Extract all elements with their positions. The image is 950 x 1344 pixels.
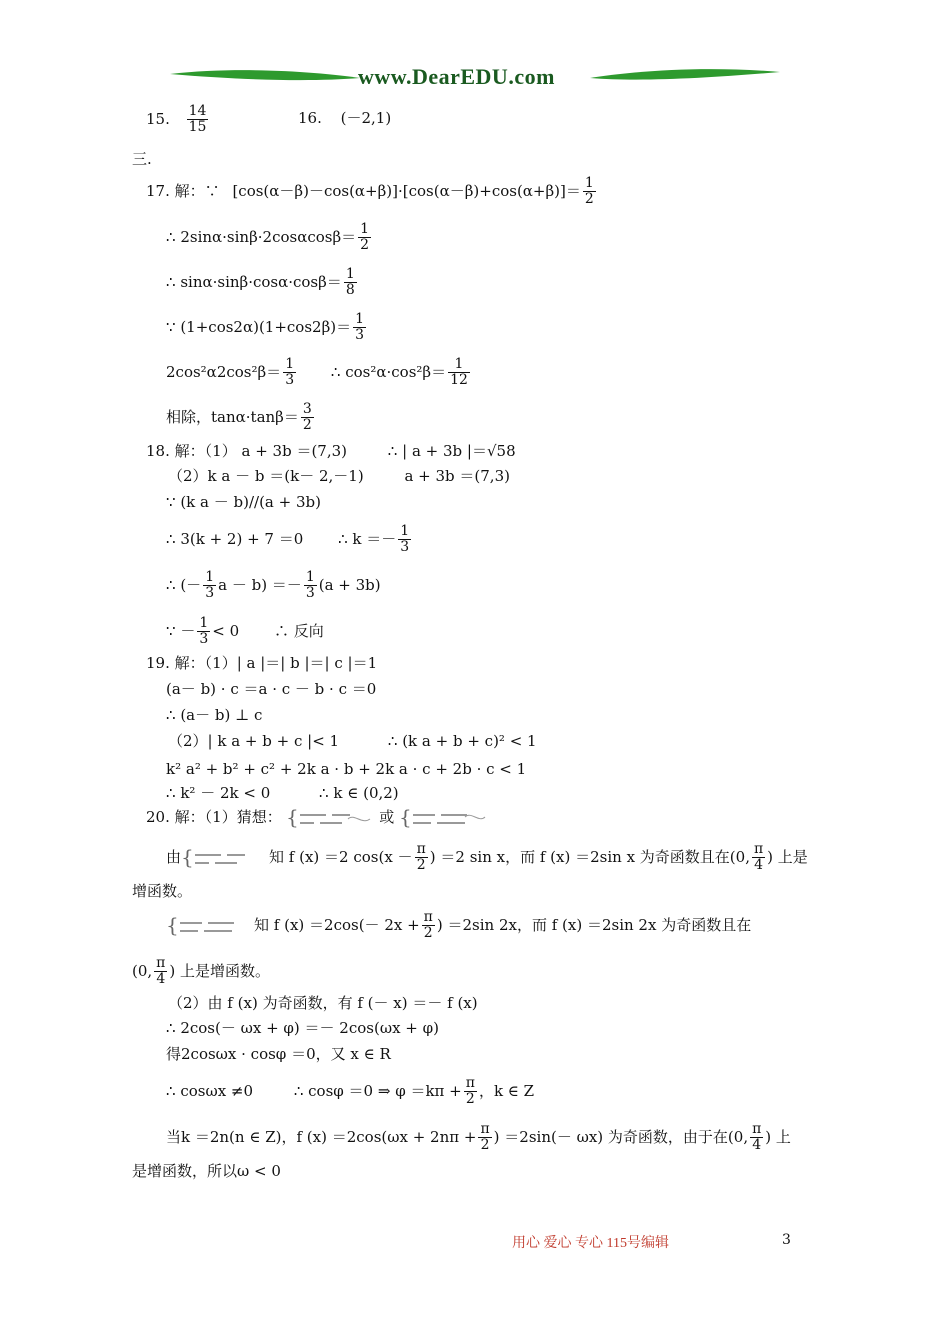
equation-system-image-1 xyxy=(286,807,374,829)
q20-line1: 20. 解：（1）猜想： { 或 { xyxy=(146,806,487,829)
q18-line4: ∴ 3(k + 2) + 7 ＝0 ∴ k ＝－ $\frac{1}{3}$ xyxy=(166,523,410,556)
q18-line5: ∴ (－ $\frac{1}{3}$ a － b) ＝－ $\frac{1}{3}$ (a + 3b) xyxy=(166,569,381,602)
q17-line6: 相除，tanα·tanβ＝ $\frac{3}{2}$ xyxy=(166,401,312,434)
svg-text:{: { xyxy=(286,807,300,829)
q19-line1: 19. 解：（1）| a |＝| b |＝| c |＝1 xyxy=(146,654,378,672)
q20-line2: 由 { 知 f (x) ＝2 cos(x － $\frac{\pi}{2}$ ) ＝2 sin x，而 f (x) ＝2sin x 为奇函数且在(0, $\frac{\pi}{4}$ ) 上是 xyxy=(166,841,808,874)
q17-line2: ∴ 2sinα·sinβ·2cosαcosβ＝ $\frac{1}{2}$ xyxy=(166,221,370,254)
q19-line2: (a－ b) · c ＝a · c － b · c ＝0 xyxy=(166,680,377,698)
q17-line1: 17. 解：∵ [cos(α－β)－cos(α+β)]·[cos(α－β)+cos(α+β)]＝ $\frac{1}{2}$ xyxy=(146,175,594,208)
header-banner xyxy=(170,62,780,94)
q19-line6: ∴ k² － 2k < 0 ∴ k ∈ (0,2) xyxy=(166,784,399,802)
q19-line3: ∴ (a－ b) ⊥ c xyxy=(166,706,263,724)
equation-system-image-3 xyxy=(181,847,269,869)
q18-line1: 18. 解：（1） a + 3b ＝(7,3) ∴ | a + 3b |＝√58 xyxy=(146,442,516,460)
q20-line3: 增函数。 xyxy=(132,882,193,900)
q18-line3: ∵ (k a － b)//(a + 3b) xyxy=(166,493,321,511)
page-number: 3 xyxy=(782,1232,791,1248)
q17-line5: 2cos²α2cos²β＝ $\frac{1}{3}$ ∴ cos²α·cos²β＝ $\frac{1}{12}$ xyxy=(166,356,468,389)
q20-line11: 是增函数，所以ω < 0 xyxy=(132,1162,281,1180)
svg-text:{: { xyxy=(166,914,179,937)
q15-fraction: $\frac{14}{15}$ xyxy=(188,103,207,136)
q17-line4: ∵ (1+cos2α)(1+cos2β)＝ $\frac{1}{3}$ xyxy=(166,311,365,344)
section-heading: 三. xyxy=(132,150,152,168)
q20-line8: 得2cosωx · cosφ ＝0，又 x ∈ R xyxy=(166,1045,391,1063)
q20-line4: { 知 f (x) ＝2cos(－ 2x + $\frac{\pi}{2}$ ) ＝2sin 2x，而 f (x) ＝2sin 2x 为奇函数且在 xyxy=(166,909,752,942)
equation-system-image-4 xyxy=(166,915,254,937)
q15-label: 15. xyxy=(146,109,170,128)
q20-line6: （2）由 f (x) 为奇函数，有 f (－ x) ＝－ f (x) xyxy=(168,994,478,1012)
answer-15 xyxy=(146,104,210,136)
equation-system-image-2 xyxy=(399,807,487,829)
q16-value: (－2,1) xyxy=(340,109,392,127)
q19-line4: （2）| k a + b + c |< 1 ∴ (k a + b + c)² < 1 xyxy=(168,732,537,750)
answer-16 xyxy=(298,107,391,129)
q16-label: 16. xyxy=(298,109,322,127)
q18-line2: （2）k a － b ＝(k－ 2,－1) a + 3b ＝(7,3) xyxy=(168,467,510,485)
q20-line7: ∴ 2cos(－ ωx + φ) ＝－ 2cos(ωx + φ) xyxy=(166,1019,439,1037)
q20-line9: ∴ cosωx ≠0 ∴ cosφ ＝0 ⇒ φ ＝kπ + $\frac{\pi}{2}$ ，k ∈ Z xyxy=(166,1075,535,1108)
q20-line5: (0, $\frac{\pi}{4}$ ) 上是增函数。 xyxy=(132,955,270,988)
q18-line6: ∵ － $\frac{1}{3}$ < 0 ∴ 反向 xyxy=(166,615,324,648)
footer-note: 用心 爱心 专心 115号编辑 xyxy=(512,1236,669,1251)
svg-text:{: { xyxy=(399,807,412,829)
q17-line3: ∴ sinα·sinβ·cosα·cosβ＝ $\frac{1}{8}$ xyxy=(166,266,355,299)
svg-text:{: { xyxy=(181,846,194,869)
q20-line10: 当k ＝2n(n ∈ Z)，f (x) ＝2cos(ωx + 2nπ + $\frac{\pi}{2}$ ) ＝2sin(－ ωx) 为奇函数，由于在(0, $\frac{\pi}{4}$ ) 上 xyxy=(166,1121,791,1154)
q19-line5: k² a² + b² + c² + 2k a · b + 2k a · c + 2b · c < 1 xyxy=(166,760,527,778)
site-url[interactable]: www.DearEDU.com xyxy=(358,64,555,89)
